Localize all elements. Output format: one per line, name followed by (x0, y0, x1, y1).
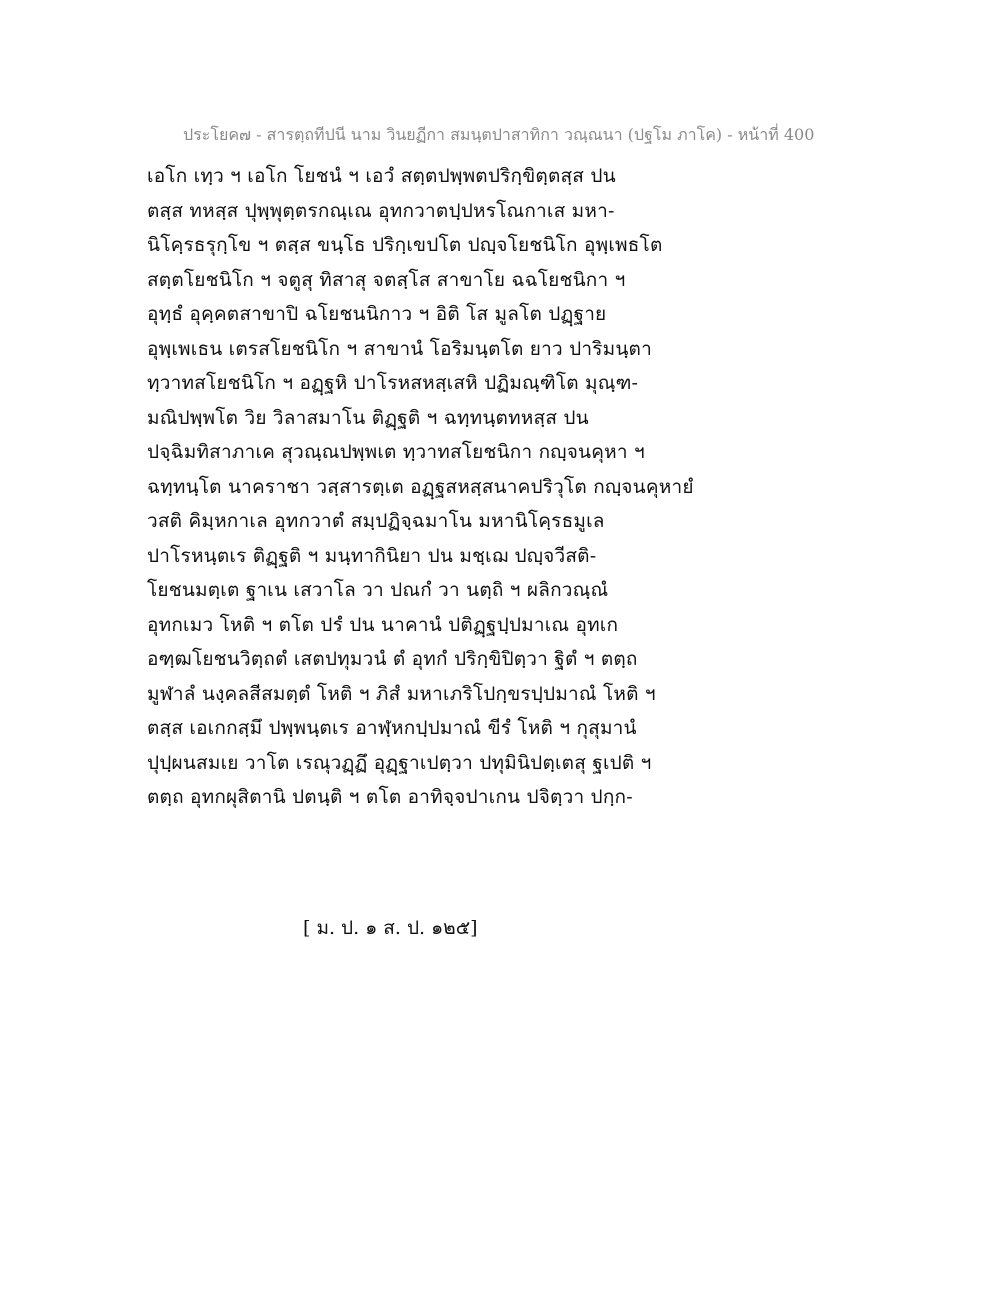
text-line: อุพฺเพเธน เตรสโยชนิโก ฯ สาขานํ โอริมนฺตโต ยาว ปาริมนฺตา (147, 337, 652, 360)
text-line: ทฺวาทสโยชนิโก ฯ อฏฺฐหิ ปาโรหสหสฺเสหิ ปฏิมณฺฑิโต มุณฺฑ- (147, 372, 639, 394)
text-line: ปาโรหนฺตเร ติฏฺฐติ ฯ มนฺทากินิยา ปน มชฺเฌ ปญฺจวีสติ- (147, 544, 597, 567)
running-header: ประโยค๗ - สารตฺถทีปนี นาม วินยฏีกา สมนฺตปาสาทิกา วณฺณนา (ปฐโม ภาโค) - หน้าที่ 400 (183, 125, 815, 144)
text-line: มูฬาลํ นงฺคลสีสมตฺตํ โหติ ฯ ภิสํ มหาเภริโปกฺขรปฺปมาณํ โหติ ฯ (147, 682, 656, 705)
text-line: มณิปพฺพโต วิย วิลาสมาโน ติฏฺฐติ ฯ ฉทฺทนฺตทหสฺส ปน (147, 406, 589, 429)
text-line: ตสฺส เอเกกสฺมึ ปพฺพนฺตเร อาฬฺหกปฺปมาณํ ขีรํ โหติ ฯ กุสุมานํ (147, 717, 637, 739)
text-line: สตฺตโยชนิโก ฯ จตูสุ ทิสาสุ จตสฺโส สาขาโย ฉฉโยชนิกา ฯ (147, 268, 626, 291)
text-line: อุทฺธํ อุคฺคตสาขาปิ ฉโยชนนิกาว ฯ อิติ โส มูลโต ปฏฺฐาย (147, 303, 607, 325)
text-line: โยชนมตฺเต ฐาเน เสวาโล วา ปณกํ วา นตฺถิ ฯ ผลิกวณฺณํ (147, 579, 609, 601)
text-line: ตตฺถ อุทกผุสิตานิ ปตนฺติ ฯ ตโต อาทิจฺจปาเกน ปจิตฺวา ปกฺก- (147, 786, 633, 808)
text-line: ปจฺฉิมทิสาภาเค สุวณฺณปพฺพเต ทฺวาทสโยชนิกา กญฺจนคุหา ฯ (147, 441, 645, 463)
text-line: อุทกเมว โหติ ฯ ตโต ปรํ ปน นาคานํ ปติฏฺฐปฺปมาเณ อุทเก (147, 613, 619, 636)
body-text (147, 159, 747, 815)
text-line: ฉทฺทนฺโต นาคราชา วสฺสารตฺเต อฏฺฐสหสฺสนาคปริวุโต กญฺจนคุหายํ (147, 475, 694, 498)
page-reference: [ ม. ป. ๑ ส. ป. ๑๒๕] (303, 917, 478, 939)
text-line: อฑฺฒโยชนวิตฺถตํ เสตปทุมวนํ ตํ อุทกํ ปริกฺขิปิตฺวา ฐิตํ ฯ ตตฺถ (147, 648, 638, 670)
text-line: ปุปฺผนสมเย วาโต เรณุวฏฺฏึ อุฏฺฐาเปตฺวา ปทุมินิปตฺเตสุ ฐเปติ ฯ (147, 751, 652, 774)
text-line: ตสฺส ทหสฺส ปุพฺพุตฺตรกณฺเณ อุทกวาตปฺปหรโณกาเส มหา- (147, 199, 615, 222)
text-line: วสติ คิมฺหกาเล อุทกวาตํ สมฺปฏิจฺฉมาโน มหานิโคฺรธมูเล (147, 510, 605, 532)
text-line: เอโก เทฺว ฯ เอโก โยชนํ ฯ เอวํ สตฺตปพฺพตปริกฺขิตฺตสฺส ปน (147, 165, 616, 187)
text-line: นิโคฺรธรุกฺโข ฯ ตสฺส ขนฺโธ ปริกฺเขปโต ปญฺจโยชนิโก อุพฺเพธโต (147, 234, 663, 256)
